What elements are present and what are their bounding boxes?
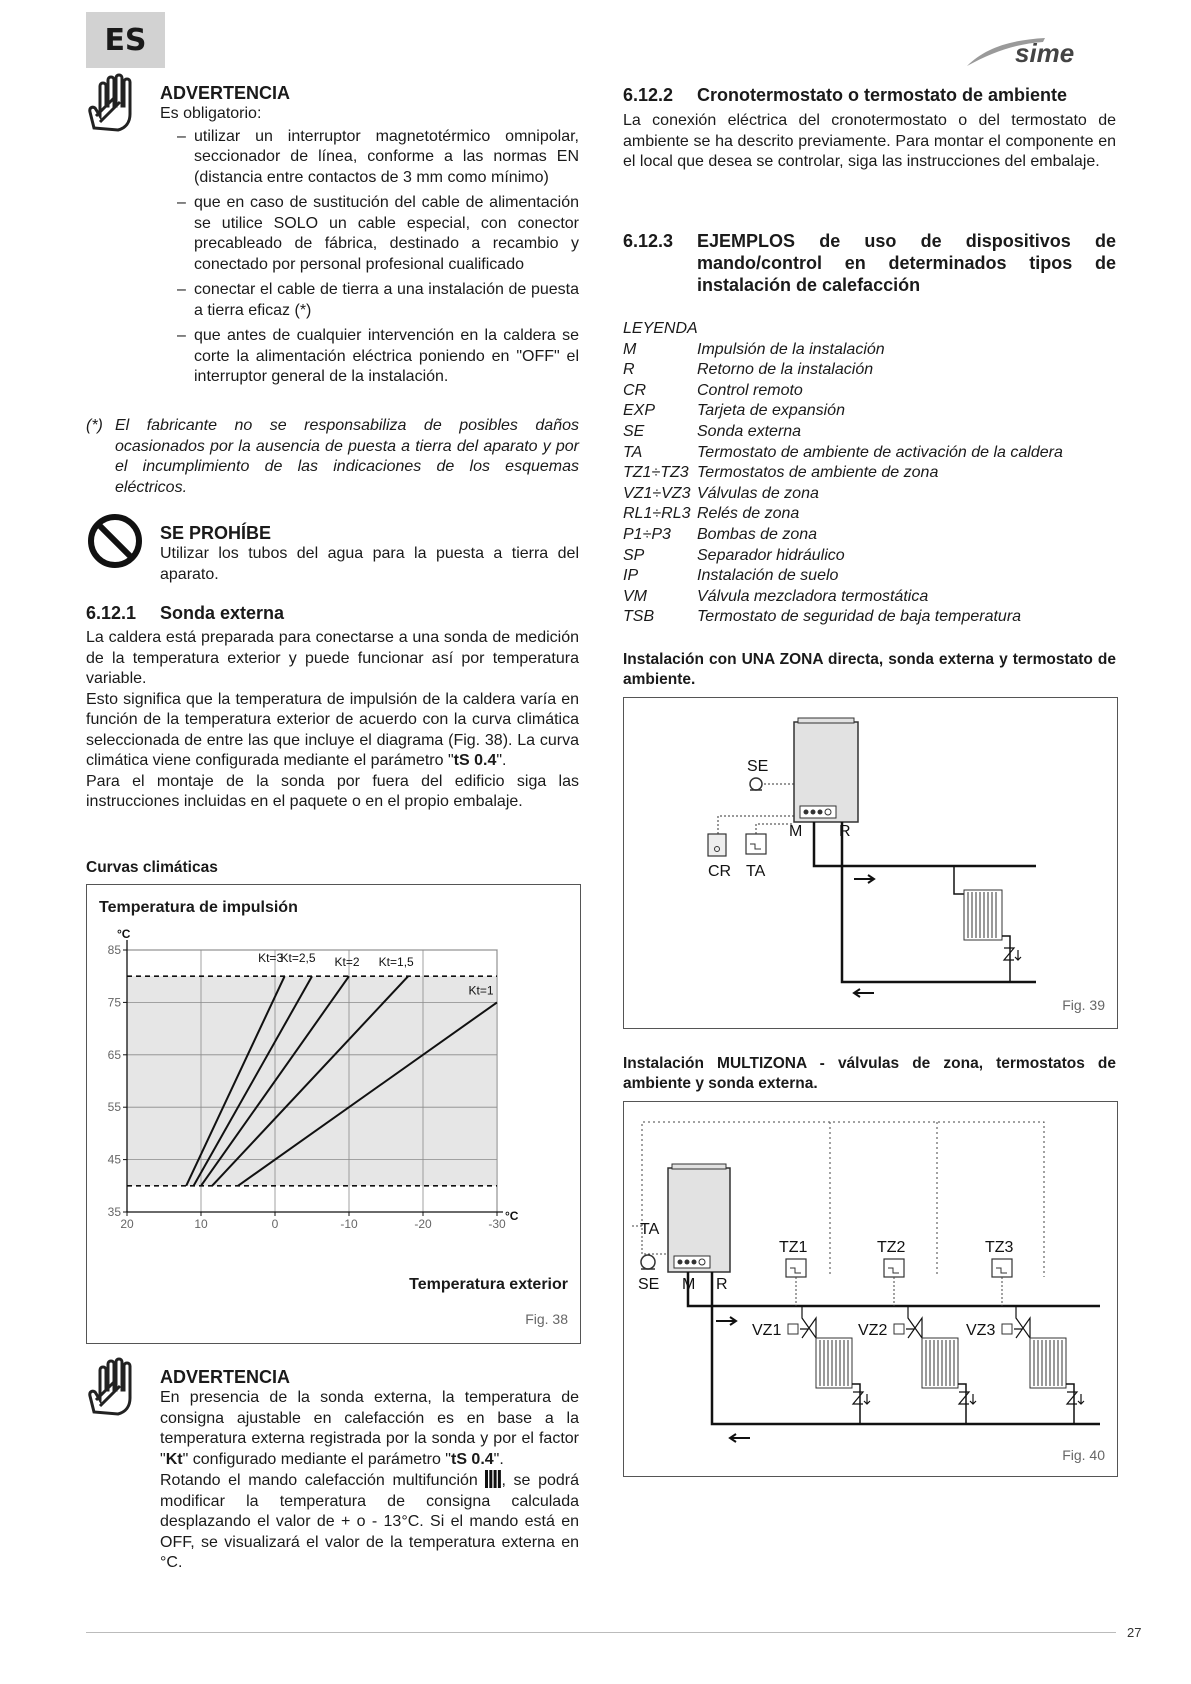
legend-value: Control remoto	[697, 381, 803, 399]
label-tz1: TZ1	[779, 1239, 808, 1256]
radiator-icon	[816, 1338, 852, 1388]
legend-key: VZ1÷VZ3	[623, 484, 691, 502]
legend-value: Sonda externa	[697, 422, 802, 440]
fig39-diagram	[623, 697, 1118, 1029]
section-title: Cronotermostato o termostato de ambiente	[697, 85, 1068, 105]
section-title: Sonda externa	[160, 603, 285, 623]
x-axis-label: Temperatura exterior	[409, 1276, 568, 1293]
legend-key: TA	[623, 443, 643, 461]
legend-value: Separador hidráulico	[697, 546, 845, 564]
brand-text: sime	[1015, 38, 1075, 68]
legend-key: RL1÷RL3	[623, 505, 691, 523]
warning-block-2	[160, 1366, 579, 1574]
legend-key: P1÷P3	[623, 525, 671, 543]
label-r: R	[716, 1276, 728, 1293]
list-item: – que antes de cualquier intervención en la caldera se corte la alimentación eléctrica poniendo en "OFF" el interruptor general de la instalación.	[177, 326, 579, 388]
heating-knob-icon	[485, 1470, 501, 1488]
legend-title: LEYENDA	[623, 320, 698, 337]
radiator-icon	[1030, 1338, 1066, 1388]
page-number: 27	[1127, 1625, 1142, 1640]
y-axis-unit: °C	[117, 927, 131, 941]
footnote-mark: (*)	[86, 417, 103, 434]
y-tick-label: 55	[107, 1100, 121, 1115]
warning-hand-icon	[86, 72, 146, 132]
curve-label: Kt=1	[468, 983, 494, 998]
legend-row	[623, 463, 1116, 484]
list-item: – utilizar un interruptor magnetotérmico omnipolar, seccionador de línea, conforme a las normas EN (distancia entre contactos de 3 mm como mínimo)	[177, 127, 579, 189]
curve-label: Kt=2,5	[280, 951, 316, 966]
zone-valve-actuator-icon	[788, 1324, 798, 1334]
zone-thermostat-icon	[884, 1259, 904, 1277]
legend-value: Retorno de la instalación	[697, 361, 874, 379]
warning-title: ADVERTENCIA	[160, 83, 291, 103]
label-vz2: VZ2	[858, 1322, 888, 1339]
zone-valve-icon	[906, 1306, 922, 1338]
x-tick-label: 20	[120, 1217, 134, 1231]
legend-row	[623, 360, 1116, 381]
figure-label: Fig. 40	[1062, 1447, 1105, 1463]
section-6-12-3	[623, 230, 1116, 296]
paragraph: Esto significa que la temperatura de impulsión de la caldera varía en función de la temperatura exterior de acuerdo con la curva climática seleccionada de entre las que incluye el diagrama (Fig. 38). La curva climática viene configurada mediante el parámetro "tS 0.4".	[86, 690, 579, 769]
warning-title: ADVERTENCIA	[160, 1367, 291, 1387]
label-cr: CR	[708, 863, 732, 880]
curve-label: Kt=1,5	[378, 955, 414, 970]
zone-thermostat-icon	[786, 1259, 806, 1277]
param-name: tS 0.4	[450, 1450, 494, 1468]
label-se: SE	[747, 758, 769, 775]
legend-row	[623, 422, 1116, 443]
y-tick-label: 45	[107, 1152, 121, 1167]
zone-valve-icon	[800, 1306, 816, 1338]
climate-curves-figure	[86, 884, 581, 1344]
legend-key: R	[623, 361, 635, 379]
remote-control-icon	[708, 834, 726, 856]
label-se: SE	[638, 1276, 660, 1293]
list-item: – que en caso de sustitución del cable de alimentación se utilice SOLO un cable especial, con conector precableado de fábrica, destinado a recambio y conectado por personal profesional cualificado	[177, 193, 579, 275]
warning-block-1	[160, 82, 579, 393]
y-tick-label: 35	[107, 1205, 121, 1219]
radiator-icon	[964, 890, 1002, 940]
language-tab	[86, 12, 165, 68]
prohibit-title: SE PROHÍBE	[160, 523, 272, 543]
label-ta: TA	[640, 1221, 660, 1238]
legend-row	[623, 484, 1116, 505]
legend-row	[623, 607, 1116, 628]
language-tab-label: ES	[104, 22, 147, 58]
fig40-heading: Instalación MULTIZONA - válvulas de zona, termostatos de ambiente y sonda externa.	[623, 1055, 1116, 1092]
one-zone-schematic	[624, 698, 1117, 1028]
probe-icon	[750, 778, 762, 790]
legend-key: M	[623, 340, 637, 358]
legend-row	[623, 525, 1116, 546]
multizone-schematic	[624, 1102, 1117, 1476]
label-r: R	[839, 823, 851, 840]
curve-label: Kt=2	[334, 955, 360, 970]
footnote-text: El fabricante no se responsabiliza de posibles daños ocasionados por la ausencia de puesta a tierra del aparato y por el incumplimiento de las indicaciones de los esquemas eléctricos.	[115, 417, 579, 496]
chart-title: Temperatura de impulsión	[99, 899, 298, 916]
label-tz3: TZ3	[985, 1239, 1014, 1256]
climate-curves-chart	[87, 885, 580, 1343]
legend	[623, 319, 1116, 628]
legend-value: Termostatos de ambiente de zona	[697, 464, 939, 482]
legend-row	[623, 587, 1116, 608]
legend-value: Termostato de seguridad de baja temperatura	[697, 608, 1022, 626]
paragraph: La caldera está preparada para conectarse a una sonda de medición de la temperatura exterior y puede funcionar así por temperatura variable.	[86, 629, 579, 687]
footer-rule	[86, 1632, 1116, 1633]
y-tick-label: 85	[107, 943, 121, 957]
paragraph: La conexión eléctrica del cronotermostato o del termostato de ambiente se ha descrito previamente. Para montar el componente en el local que desea se controlar, siga las instrucciones del embalaje.	[623, 112, 1116, 170]
legend-key: TSB	[623, 608, 655, 626]
legend-value: Relés de zona	[697, 505, 800, 523]
figure-label: Fig. 38	[525, 1311, 568, 1327]
y-tick-label: 65	[107, 1047, 121, 1062]
figure-label: Fig. 39	[1062, 997, 1105, 1013]
zone-thermostat-icon	[992, 1259, 1012, 1277]
legend-row	[623, 546, 1116, 567]
param-name: tS 0.4	[453, 752, 497, 769]
list-item: – conectar el cable de tierra a una instalación de puesta a tierra eficaz (*)	[177, 280, 579, 321]
paragraph: Rotando el mando calefacción multifunción , se podrá modificar la temperatura de consigna calculada desplazando el valor de + o - 13°C. Si el mando está en OFF, se visualizará el valor de la temperatura externa en °C.	[160, 1472, 580, 1571]
section-title: EJEMPLOS de uso de dispositivos de mando/control en determinados tipos de instalación de calefacción	[697, 231, 1116, 295]
legend-row	[623, 443, 1116, 464]
prohibit-block	[160, 522, 579, 585]
x-tick-label: 10	[194, 1217, 208, 1231]
zone-valve-icon	[1014, 1306, 1030, 1338]
paragraph: Para el montaje de la sonda por fuera del edificio siga las instrucciones incluidas en el paquete o en el propio embalaje.	[86, 772, 579, 810]
section-number: 6.12.1	[86, 603, 137, 623]
y-tick-label: 75	[107, 995, 121, 1010]
legend-value: Bombas de zona	[697, 525, 818, 543]
warning-list	[177, 127, 579, 388]
warning-hand-icon	[86, 1356, 146, 1416]
operating-band	[127, 976, 497, 1186]
label-ta: TA	[746, 863, 766, 880]
param-name: Kt	[165, 1450, 183, 1468]
section-6-12-1	[86, 602, 579, 813]
legend-key: IP	[623, 567, 639, 585]
zone-valve-actuator-icon	[894, 1324, 904, 1334]
legend-key: SE	[623, 422, 645, 440]
radiator-icon	[922, 1338, 958, 1388]
x-axis-unit: °C	[505, 1209, 519, 1223]
legend-key: EXP	[623, 402, 656, 420]
prohibit-text: Utilizar los tubos del agua para la puesta a tierra del aparato.	[160, 545, 579, 583]
fig40-diagram	[623, 1101, 1118, 1477]
legend-row	[623, 566, 1116, 587]
prohibited-icon	[86, 512, 144, 570]
paragraph: En presencia de la sonda externa, la temperatura de consigna ajustable en calefacción es en base a la temperatura externa registrada por la sonda y por el factor "Kt" configurado mediante el parámetro "tS 0.4".	[160, 1389, 579, 1468]
section-number: 6.12.2	[623, 85, 674, 105]
legend-key: TZ1÷TZ3	[623, 464, 689, 482]
legend-value: Válvulas de zona	[697, 484, 819, 502]
warning-intro: Es obligatorio:	[160, 105, 262, 122]
legend-value: Instalación de suelo	[697, 567, 839, 585]
legend-key: CR	[623, 381, 647, 399]
legend-key: SP	[623, 546, 645, 564]
legend-row	[623, 504, 1116, 525]
fig39-heading: Instalación con UNA ZONA directa, sonda externa y termostato de ambiente.	[623, 651, 1116, 688]
legend-value: Termostato de ambiente de activación de la caldera	[697, 443, 1063, 461]
legend-row	[623, 340, 1116, 361]
x-tick-label: -30	[488, 1217, 506, 1231]
legend-value: Tarjeta de expansión	[697, 402, 845, 420]
curves-heading: Curvas climáticas	[86, 859, 218, 876]
label-vz3: VZ3	[966, 1322, 996, 1339]
probe-icon	[641, 1255, 655, 1269]
x-tick-label: -20	[414, 1217, 432, 1231]
legend-row	[623, 401, 1116, 422]
label-m: M	[789, 823, 803, 840]
x-tick-label: 0	[271, 1217, 279, 1231]
section-number: 6.12.3	[623, 231, 674, 251]
label-m: M	[682, 1276, 696, 1293]
room-thermostat-icon	[746, 834, 766, 854]
curve-label: Kt=3	[258, 951, 284, 966]
x-tick-label: -10	[340, 1217, 358, 1231]
legend-value: Válvula mezcladora termostática	[697, 587, 929, 605]
legend-key: VM	[623, 587, 647, 605]
legend-value: Impulsión de la instalación	[697, 340, 885, 358]
label-vz1: VZ1	[752, 1322, 782, 1339]
legend-row	[623, 381, 1116, 402]
sime-logo	[965, 26, 1115, 70]
zone-valve-actuator-icon	[1002, 1324, 1012, 1334]
label-tz2: TZ2	[877, 1239, 906, 1256]
section-6-12-2	[623, 84, 1116, 173]
footnote	[86, 416, 579, 498]
